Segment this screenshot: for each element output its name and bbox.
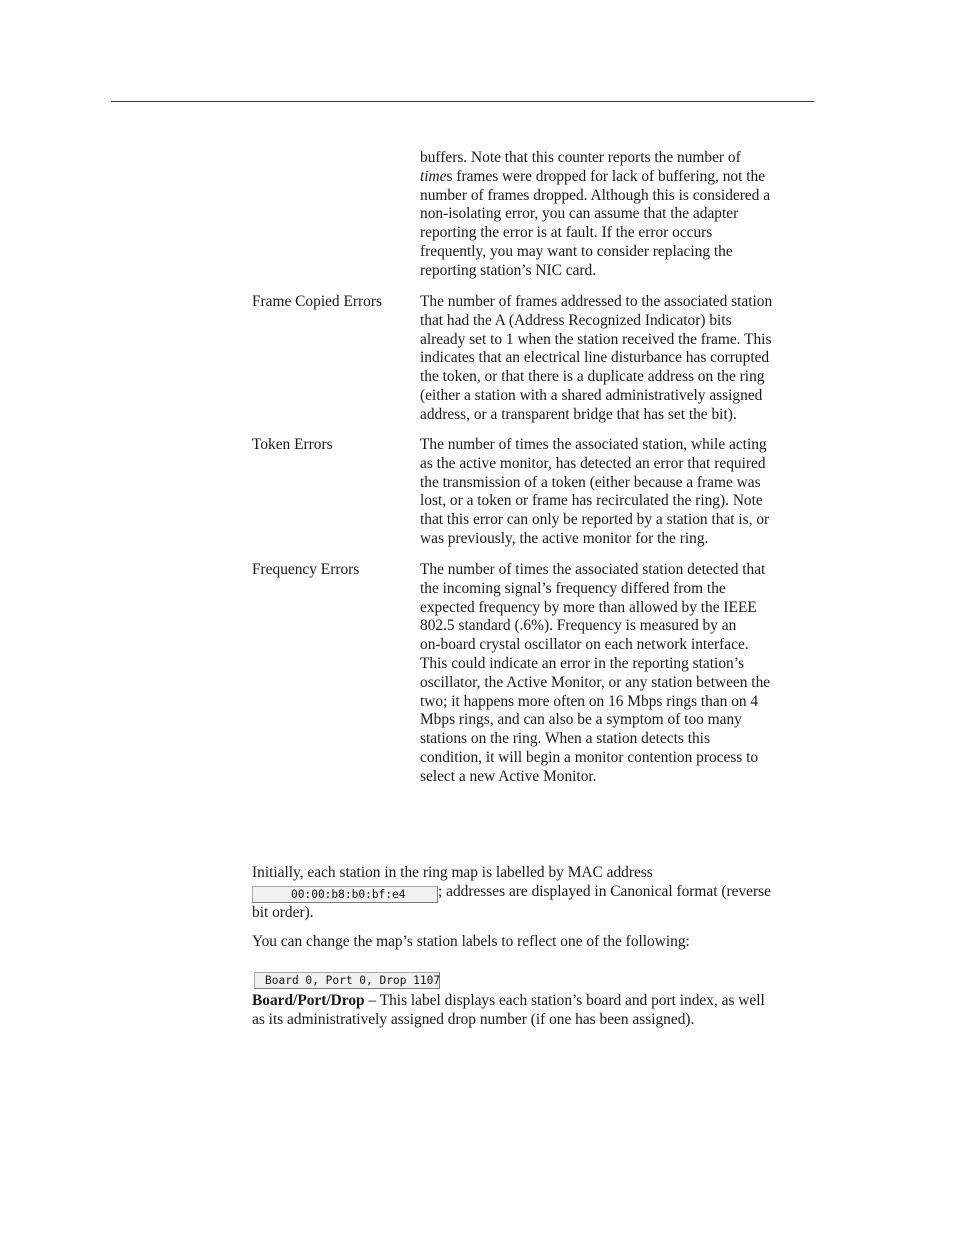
definition-term: Token Errors xyxy=(252,436,333,453)
text-line: times frames were dropped for lack of buffering, not the xyxy=(420,167,766,185)
text-line: oscillator, the Active Monitor, or any station between the xyxy=(420,673,771,691)
text-line: Initially, each station in the ring map is labelled by MAC address xyxy=(252,864,653,881)
text-line: bit order). xyxy=(252,904,314,921)
text-line: that this error can only be reported by a station that is, or xyxy=(420,511,770,529)
definition-description xyxy=(420,293,815,425)
mac-label-paragraph xyxy=(252,863,817,922)
text-line: stations on the ring. When a station detects this xyxy=(420,730,710,748)
text-line: as the active monitor, has detected an error that required xyxy=(420,454,766,472)
italic-word: time xyxy=(420,167,447,185)
header-rule xyxy=(111,101,814,102)
text-line: reporting the error is at fault. If the error occurs xyxy=(420,224,713,242)
text-line: lost, or a token or frame has recirculated the ring). Note xyxy=(420,492,763,510)
text-line: (either a station with a shared administratively assigned xyxy=(420,386,763,404)
text-line: that had the A (Address Recognized Indicator) bits xyxy=(420,311,732,329)
label-options-intro: You can change the map’s station labels to reflect one of the following: xyxy=(252,933,690,950)
text-line: 802.5 standard (.6%). Frequency is measured by an xyxy=(420,617,737,635)
text-line: non-isolating error, you can assume that the adapter xyxy=(420,205,739,223)
text-line: buffers. Note that this counter reports the number of xyxy=(420,149,741,166)
text-line: 00:00:b8:b0:bf:e4 ; addresses are displayed in Canonical format (reverse xyxy=(252,882,817,903)
text-line: select a new Active Monitor. xyxy=(420,767,597,785)
text-line: number of frames dropped. Although this is considered a xyxy=(420,186,771,204)
text-line: two; it happens more often on 16 Mbps rings than on 4 xyxy=(420,692,759,710)
board-port-drop-label-sample: Board 0, Port 0, Drop 1107 xyxy=(254,972,440,989)
text-line: Board/Port/Drop – This label displays each station’s board and port index, as well xyxy=(252,992,765,1009)
text-line: condition, it will begin a monitor contention process to xyxy=(420,748,759,766)
mac-address-label-sample: 00:00:b8:b0:bf:e4 xyxy=(252,886,438,903)
text-line: indicates that an electrical line disturbance has corrupted xyxy=(420,349,770,367)
definition-term: Frame Copied Errors xyxy=(252,293,382,310)
text-line: Mbps rings, and can also be a symptom of too many xyxy=(420,711,742,729)
text-line: frequently, you may want to consider replacing the xyxy=(420,242,733,260)
text-line: This could indicate an error in the reporting station’s xyxy=(420,654,744,672)
text-line: the token, or that there is a duplicate address on the ring xyxy=(420,368,765,386)
text-line: The number of times the associated station detected that xyxy=(420,561,766,578)
text-line: The number of frames addressed to the associated station xyxy=(420,293,773,310)
text-line: the transmission of a token (either because a frame was xyxy=(420,473,761,491)
text-line: expected frequency by more than allowed by the IEEE xyxy=(420,598,757,616)
text-line: already set to 1 when the station received the frame. This xyxy=(420,330,772,348)
text-line: The number of times the associated station, while acting xyxy=(420,436,767,453)
board-port-drop-paragraph xyxy=(252,991,817,1029)
continued-description xyxy=(420,149,815,281)
definition-description xyxy=(420,436,815,549)
text-line: reporting station’s NIC card. xyxy=(420,261,597,279)
text-line: address, or a transparent bridge that has set the bit). xyxy=(420,405,737,423)
text-line: the incoming signal’s frequency differed from the xyxy=(420,579,726,597)
board-port-drop-term: Board/Port/Drop xyxy=(252,992,365,1009)
text-line: as its administratively assigned drop number (if one has been assigned). xyxy=(252,1011,695,1028)
text-line: on-board crystal oscillator on each network interface. xyxy=(420,636,749,654)
text-line: was previously, the active monitor for the ring. xyxy=(420,529,709,547)
definition-description xyxy=(420,561,815,787)
definition-term: Frequency Errors xyxy=(252,561,360,578)
